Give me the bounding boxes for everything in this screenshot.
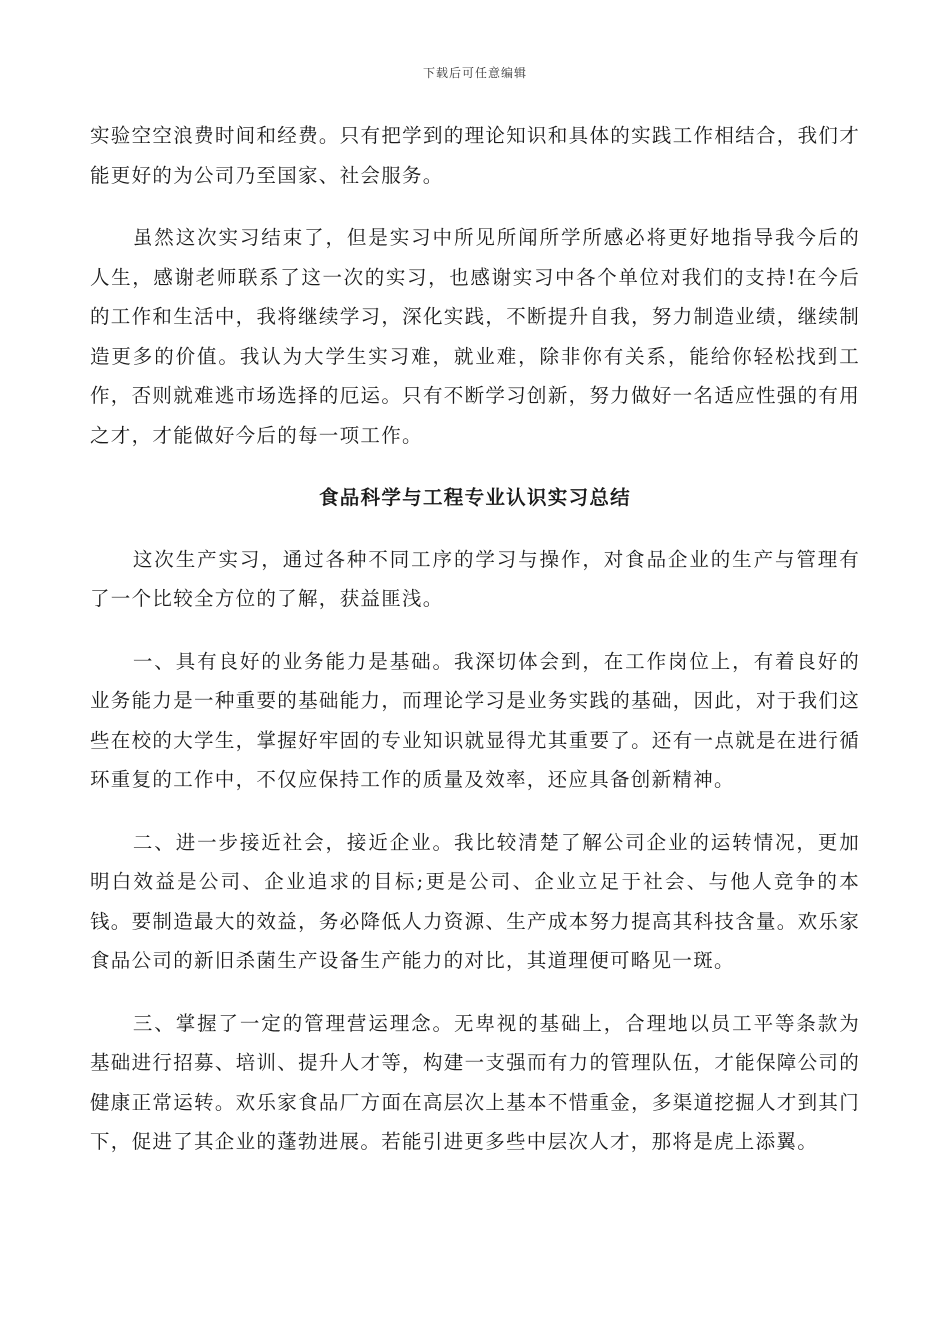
section-title: 食品科学与工程专业认识实习总结	[318, 486, 631, 509]
paragraph-4: 一、具有良好的业务能力是基础。我深切体会到，在工作岗位上，有着良好的业务能力是一种重要的基础能力，而理论学习是业务实践的基础，因此，对于我们这些在校的大学生，掌握好牢固的专业知识就显得尤其重要了。还有一点就是在进行循环重复的工作中，不仅应保持工作的质量及效率，还应具备创新精神。	[90, 649, 860, 791]
paragraph-6: 三、掌握了一定的管理营运理念。无卑视的基础上，合理地以员工平等条款为基础进行招募、培训、提升人才等，构建一支强而有力的管理队伍，才能保障公司的健康正常运转。欢乐家食品厂方面在高层次上基本不惜重金，多渠道挖掘人才到其门下，促进了其企业的蓬勃进展。若能引进更多些中层次人才，那将是虎上添翼。	[90, 1011, 860, 1153]
paragraph-3: 这次生产实习，通过各种不同工序的学习与操作，对食品企业的生产与管理有了一个比较全方位的了解，获益匪浅。	[90, 547, 860, 610]
paragraph-5: 二、进一步接近社会，接近企业。我比较清楚了解公司企业的运转情况，更加明白效益是公司、企业追求的目标;更是公司、企业立足于社会、与他人竞争的本钱。要制造最大的效益，务必降低人力资源、生产成本努力提高其科技含量。欢乐家食品公司的新旧杀菌生产设备生产能力的对比，其道理便可略见一斑。	[90, 830, 860, 972]
paragraph-1: 实验空空浪费时间和经费。只有把学到的理论知识和具体的实践工作相结合，我们才能更好的为公司乃至国家、社会服务。	[90, 124, 860, 187]
page-header: 下载后可任意编辑	[422, 66, 527, 80]
document-body	[90, 116, 860, 1185]
paragraph-2: 虽然这次实习结束了，但是实习中所见所闻所学所感必将更好地指导我今后的人生，感谢老师联系了这一次的实习，也感谢实习中各个单位对我们的支持!在今后的工作和生活中，我将继续学习，深化实践，不断提升自我，努力制造业绩，继续制造更多的价值。我认为大学生实习难，就业难，除非你有关系，能给你轻松找到工作，否则就难逃市场选择的厄运。只有不断学习创新，努力做好一名适应性强的有用之才，才能做好今后的每一项工作。	[90, 226, 860, 447]
